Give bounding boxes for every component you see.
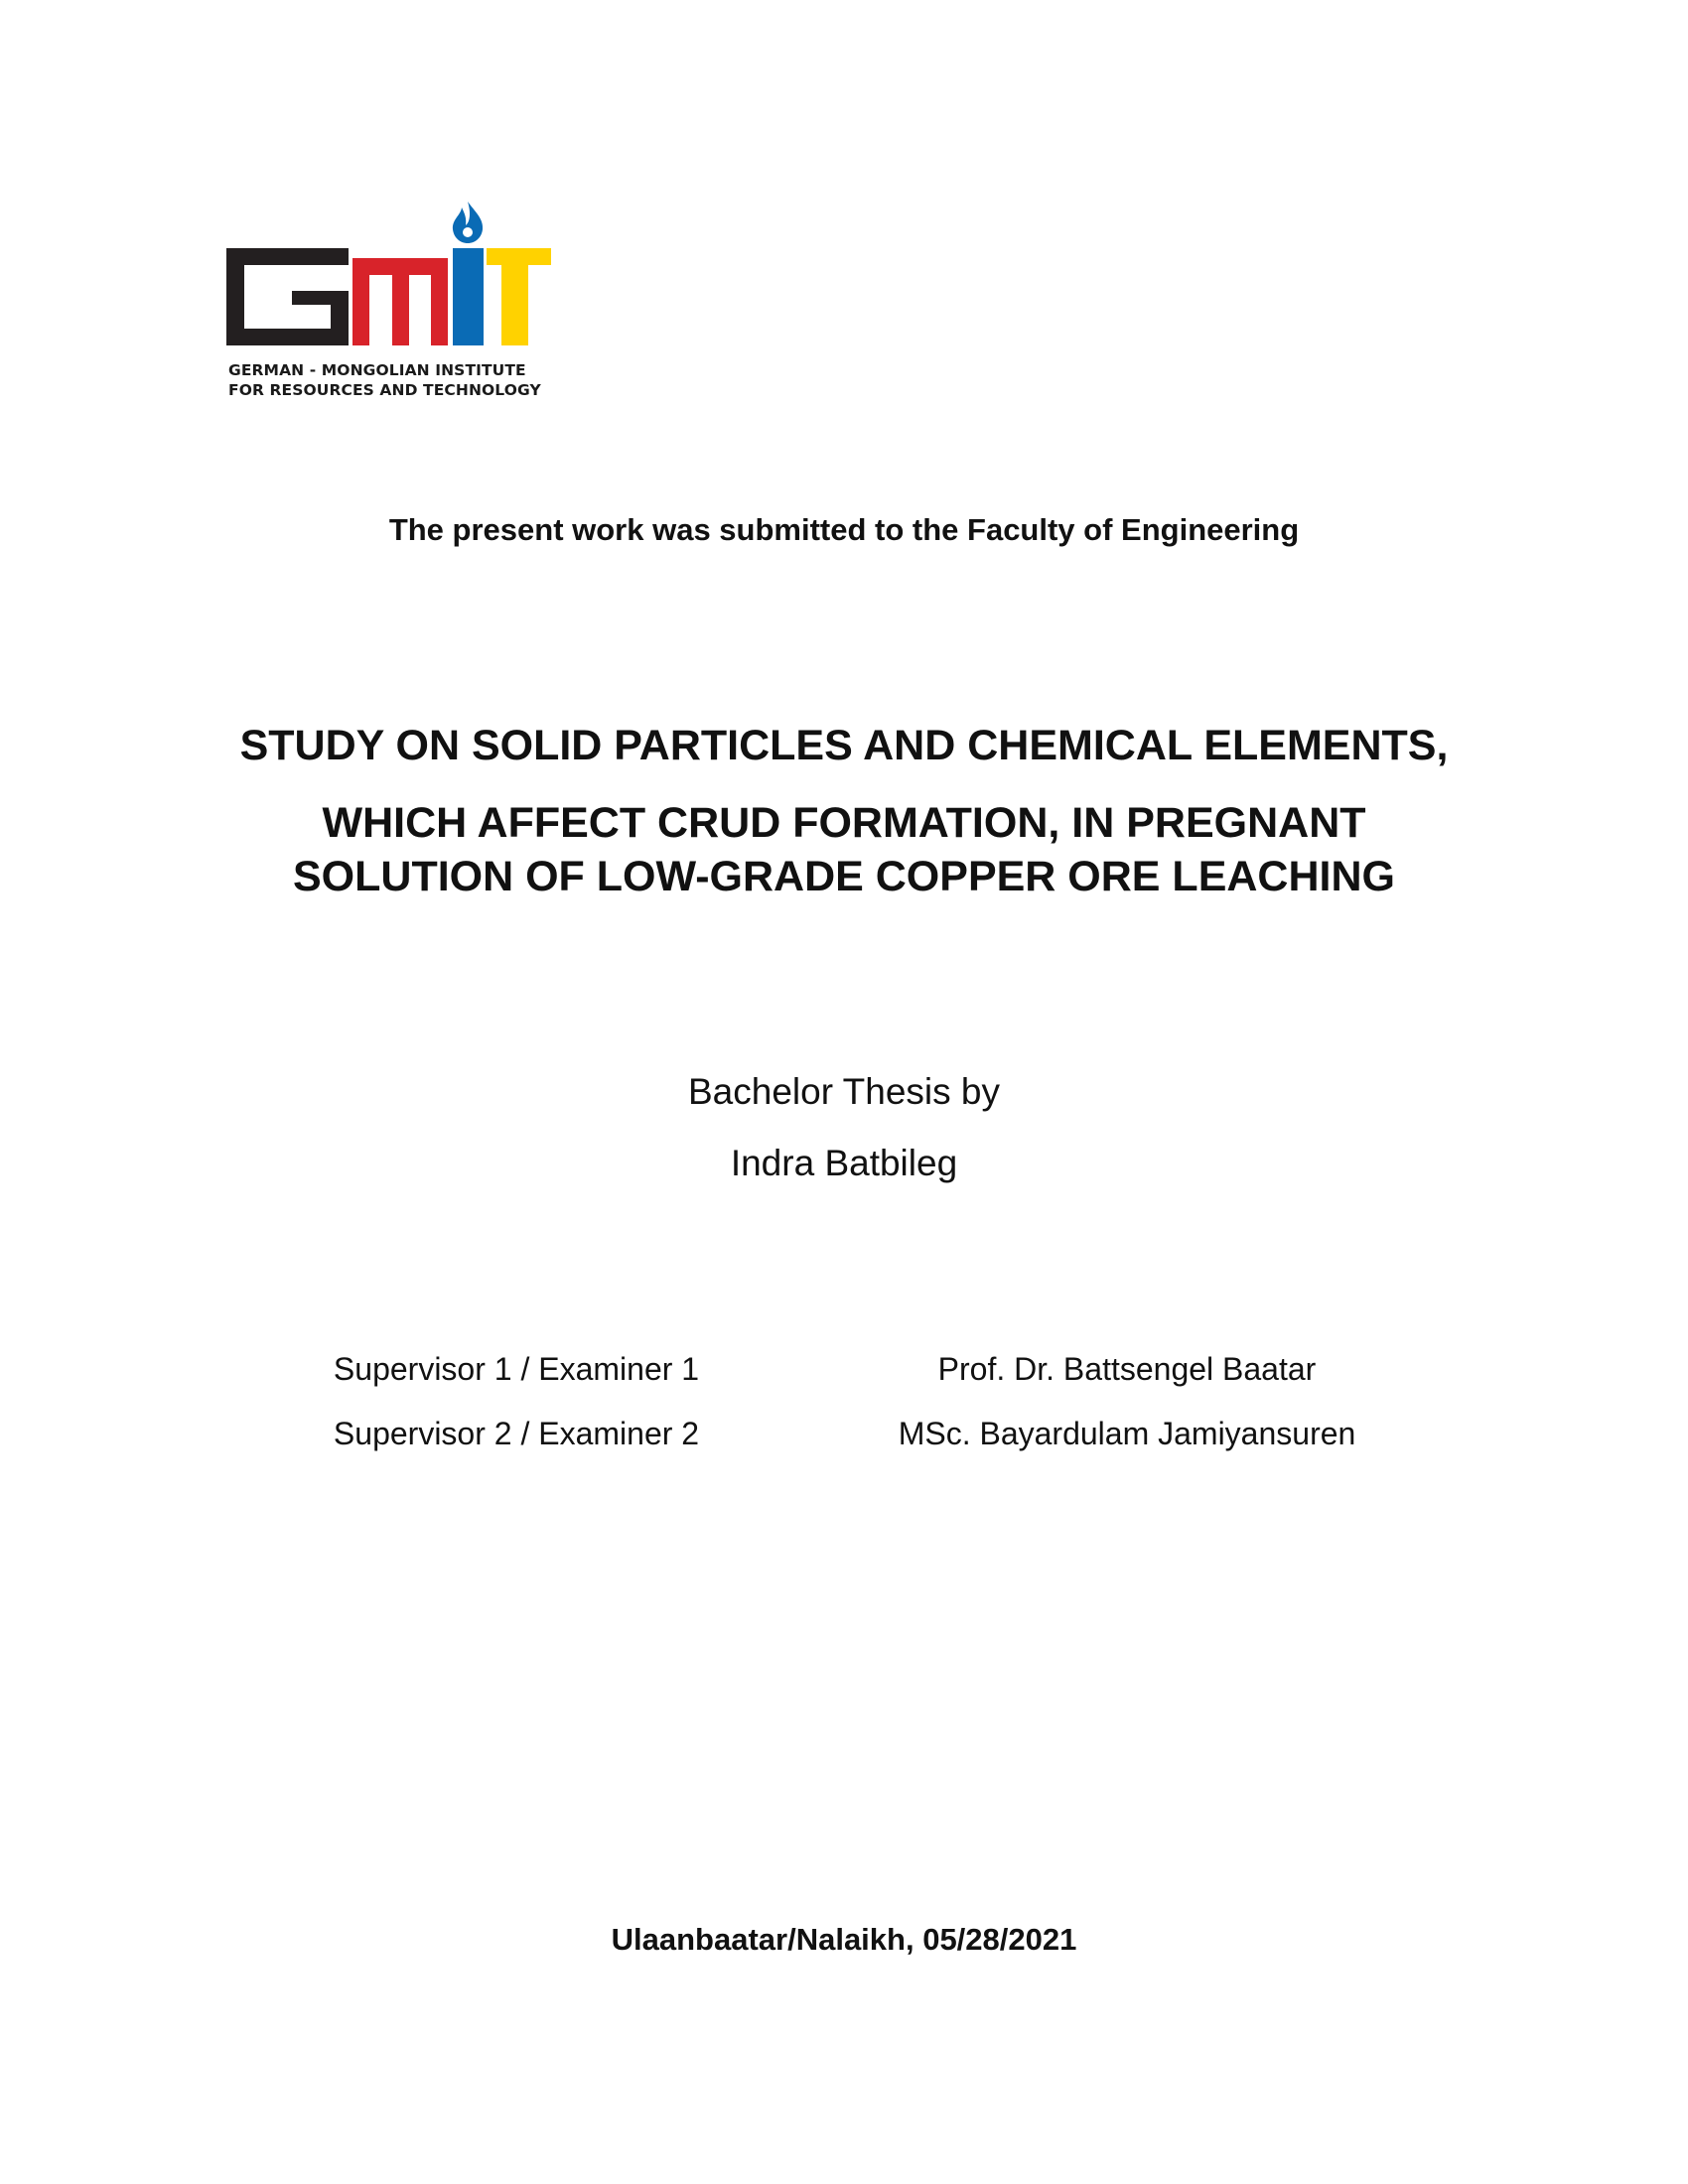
logo-letter-i — [453, 248, 484, 345]
supervisor-row — [0, 1349, 1688, 1389]
supervisor-row — [0, 1414, 1688, 1453]
gmit-logo-mark — [226, 202, 554, 350]
title-line-1: STUDY ON SOLID PARTICLES AND CHEMICAL ELEMENTS, — [239, 722, 1449, 769]
logo-letter-m — [352, 258, 448, 345]
title-line-2: WHICH AFFECT CRUD FORMATION, IN PREGNANT — [322, 799, 1366, 847]
thesis-title — [99, 719, 1589, 903]
institute-logo — [226, 202, 554, 405]
submission-statement: The present work was submitted to the Faculty of Engineering — [388, 512, 1300, 547]
thesis-type: Bachelor Thesis by — [688, 1071, 1000, 1112]
logo-caption — [228, 360, 556, 400]
author-name: Indra Batbileg — [730, 1143, 958, 1183]
logo-caption-line1: GERMAN - MONGOLIAN INSTITUTE — [228, 361, 526, 379]
logo-caption-line2: FOR RESOURCES AND TECHNOLOGY — [228, 381, 541, 399]
supervisor-name: Prof. Dr. Battsengel Baatar — [937, 1351, 1317, 1387]
supervisor-name: MSc. Bayardulam Jamiyansuren — [898, 1416, 1356, 1451]
supervisor-role: Supervisor 2 / Examiner 2 — [333, 1416, 700, 1451]
logo-letter-t — [487, 248, 551, 345]
title-line-3: SOLUTION OF LOW-GRADE COPPER ORE LEACHING — [293, 853, 1395, 900]
supervisor-role: Supervisor 1 / Examiner 1 — [333, 1351, 700, 1387]
place-and-date: Ulaanbaatar/Nalaikh, 05/28/2021 — [611, 1922, 1077, 1957]
logo-letter-g — [226, 248, 349, 345]
